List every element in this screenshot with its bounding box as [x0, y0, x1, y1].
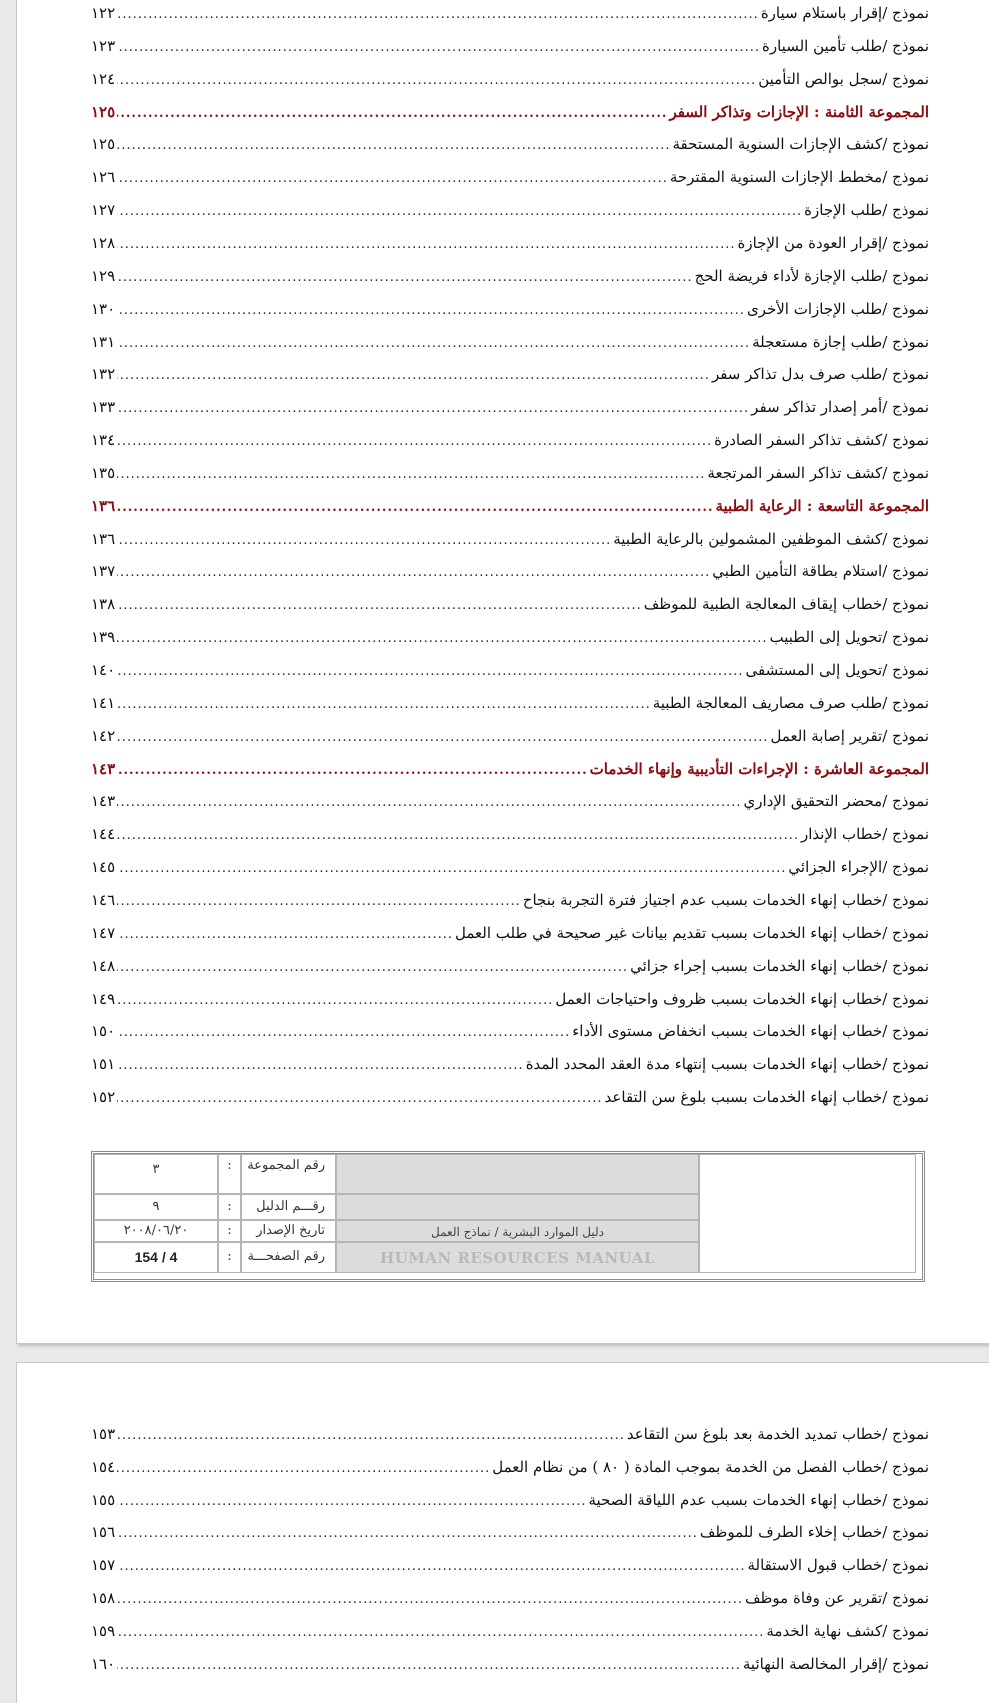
- toc-entry-title: كشف نهاية الخدمة: [766, 1621, 883, 1640]
- toc-leader-dots: [117, 1091, 602, 1106]
- toc-leader-dots: [117, 434, 712, 449]
- footer-manual-value: ٩: [94, 1194, 218, 1220]
- toc-entry-title: خطاب إنهاء الخدمات بسبب إنتهاء مدة العقد المحدد المدة: [525, 1055, 883, 1074]
- toc-entry: [91, 1523, 929, 1549]
- toc-entry-prefix: نموذج /: [882, 1055, 929, 1074]
- footer-page-label: رقم الصفحـــة: [241, 1242, 336, 1273]
- footer-gray-top: [336, 1154, 699, 1194]
- footer-manual-label: رقـــم الدليل: [241, 1194, 336, 1220]
- toc-group-heading: [91, 760, 929, 786]
- toc-entry-prefix: نموذج /: [882, 956, 929, 975]
- toc-entry: [91, 1655, 929, 1681]
- toc-entry-prefix: نموذج /: [882, 1589, 929, 1607]
- toc-entry-prefix: نموذج /: [882, 398, 929, 417]
- footer-logo-area: [699, 1154, 916, 1273]
- toc-entry: [91, 792, 929, 818]
- toc-leader-dots: [117, 401, 749, 416]
- toc-entry: [91, 1458, 929, 1484]
- toc-entry: [91, 595, 929, 621]
- toc-page-number: ١٥٨: [91, 1589, 116, 1607]
- toc-page-number: ١٤٥: [91, 858, 116, 877]
- toc-entry-prefix: نموذج /: [882, 726, 929, 745]
- toc-page-number: ١٢٧: [91, 201, 116, 220]
- toc-entry-prefix: نموذج /: [882, 1457, 929, 1476]
- footer-colon: :: [218, 1220, 241, 1242]
- toc-entry-title: تحويل إلى المستشفى: [745, 661, 883, 679]
- toc-entry: [91, 1425, 929, 1451]
- toc-entry-prefix: نموذج /: [882, 1556, 929, 1575]
- toc-entry-title: محضر التحقيق الإداري: [743, 792, 883, 811]
- toc-entry-title: طلب تأمين السيارة: [762, 36, 883, 55]
- toc-page-number: ١٣١: [91, 332, 116, 351]
- toc-page-number: ١٢٤: [91, 69, 116, 88]
- toc-entry-prefix: نموذج /: [882, 365, 929, 384]
- toc-entry: [91, 168, 929, 194]
- toc-leader-dots: [117, 1559, 745, 1574]
- toc-leader-dots: [117, 631, 767, 646]
- toc-leader-dots: [117, 336, 750, 351]
- toc-entry-title: مخطط الإجازات السنوية المقترحة: [669, 168, 883, 187]
- toc-entry-prefix: نموذج /: [882, 792, 929, 811]
- toc-page-number: ١٤٣: [91, 759, 116, 778]
- toc-leader-dots: [117, 204, 802, 219]
- toc-entry: [91, 398, 929, 424]
- toc-entry-prefix: نموذج /: [882, 266, 929, 285]
- toc-entry-prefix: نموذج /: [882, 431, 929, 450]
- toc-entry-title: خطاب تمديد الخدمة بعد بلوغ سن التقاعد: [626, 1425, 883, 1443]
- footer-doc-title: دليل الموارد البشرية / نماذج العمل: [336, 1220, 699, 1242]
- toc-leader-dots: [117, 664, 743, 679]
- toc-page-number: ١٣٩: [91, 628, 116, 647]
- toc-entry: [91, 990, 929, 1016]
- toc-entry-title: تقرير إصابة العمل: [770, 726, 883, 745]
- toc-leader-dots: [117, 1025, 570, 1040]
- toc-entry: [91, 4, 929, 30]
- toc-leader-dots: [117, 993, 553, 1008]
- toc-leader-dots: [117, 861, 786, 876]
- toc-entry-prefix: نموذج /: [882, 233, 929, 252]
- footer-gray-mid: [336, 1194, 699, 1220]
- footer-date-label: تاريخ الإصدار: [241, 1220, 336, 1242]
- toc-page-number: ١٢٨: [91, 233, 116, 252]
- toc-entry-title: خطاب إنهاء الخدمات بسبب انخفاض مستوى الأداء: [572, 1022, 883, 1041]
- toc-group-heading: [91, 103, 929, 129]
- footer-group-value: ٣: [94, 1154, 218, 1194]
- toc-entry-title: إقرار باستلام سيارة: [760, 4, 883, 22]
- toc-leader-dots: [117, 828, 799, 843]
- document-page-1: [16, 0, 989, 1344]
- toc-entry: [91, 858, 929, 884]
- toc-leader-dots: [117, 960, 628, 975]
- toc-leader-dots: [117, 1494, 586, 1509]
- toc-page-number: ١٥٦: [91, 1523, 116, 1542]
- toc-entry-title: تحويل إلى الطبيب: [769, 628, 883, 647]
- toc-entry-prefix: نموذج /: [882, 299, 929, 318]
- toc-entry-title: إقرار العودة من الإجازة: [737, 233, 883, 252]
- toc-page-number: ١٤٧: [91, 923, 116, 942]
- toc-entry: [91, 957, 929, 983]
- toc-page-number: ١٤٦: [91, 890, 116, 909]
- toc-leader-dots: [117, 894, 521, 909]
- toc-entry-title: خطاب الفصل من الخدمة بموجب المادة ( ٨٠ ) من نظام العمل: [492, 1457, 883, 1476]
- toc-entry-title: خطاب قبول الاستقالة: [747, 1556, 883, 1575]
- toc-entry-title: خطاب إنهاء الخدمات بسبب عدم اجتياز فترة التجربة بنجاح: [522, 890, 883, 909]
- toc-leader-dots: [117, 598, 642, 613]
- toc-entry-prefix: نموذج /: [882, 201, 929, 220]
- toc-entry-title: خطاب إنهاء الخدمات بسبب إجراء جزائي: [630, 956, 883, 975]
- toc-entry: [91, 1491, 929, 1517]
- toc-entry-title: طلب الإجازة لأداء فريضة الحج: [694, 266, 883, 285]
- toc-leader-dots: [117, 368, 710, 383]
- toc-page-number: ١٣٦: [91, 496, 116, 515]
- toc-entry-prefix: نموذج /: [882, 890, 929, 909]
- toc-leader-dots: [117, 730, 768, 745]
- toc-page-number: ١٣٣: [91, 398, 116, 417]
- toc-entry: [91, 333, 929, 359]
- footer-colon: :: [218, 1242, 241, 1273]
- toc-entry-prefix: نموذج /: [882, 1490, 929, 1509]
- toc-page-number: ١٢٦: [91, 168, 116, 187]
- toc-entry-prefix: نموذج /: [882, 1654, 929, 1673]
- toc-entry-title: طلب صرف بدل تذاكر سفر: [711, 365, 883, 384]
- toc-leader-dots: [117, 697, 651, 712]
- toc-entry: [91, 1556, 929, 1582]
- toc-entry-prefix: نموذج /: [882, 69, 929, 88]
- toc-leader-dots: [117, 467, 705, 482]
- toc-entry: [91, 628, 929, 654]
- toc-entry-prefix: نموذج /: [882, 168, 929, 187]
- toc-page-number: ١٦٠: [91, 1654, 116, 1673]
- toc-leader-dots: [117, 7, 759, 22]
- toc-page-number: ١٤٣: [91, 792, 116, 811]
- toc-entry-title: إقرار المخالصة النهائية: [742, 1654, 883, 1673]
- toc-page-number: ١٢٣: [91, 36, 116, 55]
- toc-entry-prefix: نموذج /: [882, 529, 929, 548]
- toc-entry-title: كشف الموظفين المشمولين بالرعاية الطبية: [613, 529, 883, 548]
- toc-leader-dots: [117, 1625, 764, 1640]
- toc-entry-prefix: نموذج /: [882, 562, 929, 581]
- toc-entry: [91, 267, 929, 293]
- toc-leader-dots: [117, 1658, 741, 1673]
- toc-entry-prefix: نموذج /: [882, 923, 929, 942]
- toc-page-number: ١٤٢: [91, 726, 116, 745]
- toc-entry-title: الإجراء الجزائي: [788, 858, 883, 877]
- toc-entry-prefix: نموذج /: [882, 661, 929, 679]
- toc-entry: [91, 1088, 929, 1114]
- toc-leader-dots: [117, 1461, 490, 1476]
- toc-entry-title: خطاب إيقاف المعالجة الطبية للموظف: [643, 595, 883, 614]
- toc-leader-dots: [117, 73, 756, 88]
- toc-group-title: المجموعة التاسعة : الرعاية الطبية: [715, 496, 929, 515]
- toc-entry-title: خطاب إخلاء الطرف للموظف: [699, 1523, 883, 1542]
- toc-entry-title: خطاب إنهاء الخدمات بسبب ظروف واحتياجات العمل: [555, 989, 883, 1008]
- footer-date-value: ٢٠٠٨/٠٦/٢٠: [94, 1220, 218, 1242]
- document-page-2: [16, 1362, 989, 1703]
- toc-entry-prefix: نموذج /: [882, 825, 929, 844]
- toc-entry-title: طلب الإجازات الأخرى: [746, 299, 883, 318]
- footer-page-number: 154 / 4: [94, 1242, 218, 1273]
- toc-entry: [91, 70, 929, 96]
- toc-page-number: ١٢٩: [91, 266, 116, 285]
- toc-entry-title: خطاب إنهاء الخدمات بسبب بلوغ سن التقاعد: [604, 1088, 883, 1107]
- toc-page-number: ١٣٠: [91, 299, 116, 318]
- toc-entry: [91, 1022, 929, 1048]
- toc-entry-title: طلب صرف مصاريف المعالجة الطبية: [652, 693, 883, 712]
- toc-entry-prefix: نموذج /: [882, 595, 929, 614]
- toc-page-number: ١٥٠: [91, 1022, 116, 1041]
- toc-page-number: ١٣٧: [91, 562, 116, 581]
- toc-page-number: ١٢٥: [91, 102, 116, 121]
- toc-entry-title: سجل بوالص التأمين: [758, 69, 883, 88]
- toc-page-number: ١٢٢: [91, 4, 116, 22]
- toc-entry: [91, 1055, 929, 1081]
- toc-entry: [91, 37, 929, 63]
- toc-entry: [91, 234, 929, 260]
- toc-entry-prefix: نموذج /: [882, 4, 929, 22]
- footer-colon: :: [218, 1194, 241, 1220]
- toc-entry: [91, 530, 929, 556]
- toc-leader-dots: [117, 533, 611, 548]
- toc-entry-title: كشف الإجازات السنوية المستحقة: [672, 135, 883, 154]
- toc-entry: [91, 1589, 929, 1615]
- toc-leader-dots: [117, 1058, 524, 1073]
- toc-leader-dots: [117, 237, 735, 252]
- toc-entry-title: استلام بطاقة التأمين الطبي: [712, 562, 883, 581]
- toc-entry: [91, 431, 929, 457]
- toc-page-number: ١٣٨: [91, 595, 116, 614]
- toc-entry-prefix: نموذج /: [882, 1621, 929, 1640]
- toc-entry-prefix: نموذج /: [882, 463, 929, 482]
- toc-entry-title: خطاب إنهاء الخدمات بسبب تقديم بيانات غير صحيحة في طلب العمل: [454, 923, 883, 942]
- toc-group-title: المجموعة الثامنة : الإجازات وتذاكر السفر: [669, 102, 929, 121]
- toc-page-number: ١٤٠: [91, 661, 116, 679]
- footer-doc-title-en: HUMAN RESOURCES MANUAL: [336, 1242, 699, 1273]
- toc-entry: [91, 694, 929, 720]
- toc-page-number: ١٥٧: [91, 1556, 116, 1575]
- toc-leader-dots: [117, 565, 710, 580]
- toc-entry: [91, 464, 929, 490]
- toc-entry-prefix: نموذج /: [882, 1088, 929, 1107]
- toc-page-number: ١٣٢: [91, 365, 116, 384]
- toc-page-number: ١٥٣: [91, 1425, 116, 1443]
- toc-entry-title: كشف تذاكر السفر المرتجعة: [707, 463, 883, 482]
- toc-group-heading: [91, 497, 929, 523]
- toc-entry-title: كشف تذاكر السفر الصادرة: [714, 431, 883, 450]
- toc-page-number: ١٢٥: [91, 135, 116, 154]
- toc-leader-dots: [117, 1526, 698, 1541]
- toc-leader-dots: [117, 1428, 625, 1443]
- toc-leader-dots: [117, 795, 741, 810]
- toc-entry-title: تقرير عن وفاة موظف: [744, 1589, 883, 1607]
- toc-group-title: المجموعة العاشرة : الإجراءات التأديبية وإنهاء الخدمات: [589, 759, 929, 778]
- toc-leader-dots: [117, 138, 670, 153]
- toc-entry-title: أمر إصدار تذاكر سفر: [751, 398, 883, 417]
- toc-leader-dots: [117, 763, 587, 778]
- toc-page-number: ١٤٤: [91, 825, 116, 844]
- toc-leader-dots: [117, 171, 668, 186]
- toc-entry: [91, 135, 929, 161]
- toc-page-number: ١٥٥: [91, 1490, 116, 1509]
- footer-colon: :: [218, 1154, 241, 1194]
- toc-leader-dots: [117, 500, 713, 515]
- toc-entry-prefix: نموذج /: [882, 1022, 929, 1041]
- toc-page-number: ١٣٥: [91, 463, 116, 482]
- toc-page-number: ١٤٩: [91, 989, 116, 1008]
- toc-entry-prefix: نموذج /: [882, 693, 929, 712]
- toc-entry-title: طلب إجازة مستعجلة: [752, 332, 883, 351]
- toc-entry: [91, 300, 929, 326]
- toc-leader-dots: [117, 927, 453, 942]
- toc-entry-prefix: نموذج /: [882, 1523, 929, 1542]
- toc-entry: [91, 201, 929, 227]
- toc-entry-title: خطاب إنهاء الخدمات بسبب عدم اللياقة الصحية: [588, 1490, 883, 1509]
- toc-entry: [91, 924, 929, 950]
- toc-entry: [91, 825, 929, 851]
- toc-page-number: ١٥٤: [91, 1457, 116, 1476]
- toc-entry-prefix: نموذج /: [882, 628, 929, 647]
- toc-entry-prefix: نموذج /: [882, 858, 929, 877]
- toc-page-number: ١٥١: [91, 1055, 116, 1074]
- toc-entry-prefix: نموذج /: [882, 1425, 929, 1443]
- toc-page-number: ١٣٤: [91, 431, 116, 450]
- toc-entry: [91, 661, 929, 687]
- toc-entry: [91, 891, 929, 917]
- page-footer-box: [91, 1151, 925, 1282]
- toc-entry-title: طلب الإجازة: [804, 201, 883, 220]
- toc-leader-dots: [117, 270, 692, 285]
- toc-entry-prefix: نموذج /: [882, 36, 929, 55]
- toc-entry-prefix: نموذج /: [882, 989, 929, 1008]
- toc-entry: [91, 562, 929, 588]
- toc-entry: [91, 1622, 929, 1648]
- toc-entry-prefix: نموذج /: [882, 332, 929, 351]
- toc-leader-dots: [117, 1592, 743, 1607]
- toc-entry-prefix: نموذج /: [882, 135, 929, 154]
- toc-leader-dots: [117, 106, 667, 121]
- toc-page-number: ١٤١: [91, 693, 116, 712]
- footer-group-label: رقم المجموعة: [241, 1154, 336, 1194]
- toc-entry: [91, 727, 929, 753]
- toc-entry: [91, 365, 929, 391]
- toc-page-number: ١٥٢: [91, 1088, 116, 1107]
- toc-leader-dots: [117, 303, 745, 318]
- toc-leader-dots: [117, 40, 760, 55]
- toc-page-number: ١٥٩: [91, 1621, 116, 1640]
- toc-entry-title: خطاب الإنذار: [801, 825, 883, 844]
- toc-page-number: ١٤٨: [91, 956, 116, 975]
- toc-page-number: ١٣٦: [91, 529, 116, 548]
